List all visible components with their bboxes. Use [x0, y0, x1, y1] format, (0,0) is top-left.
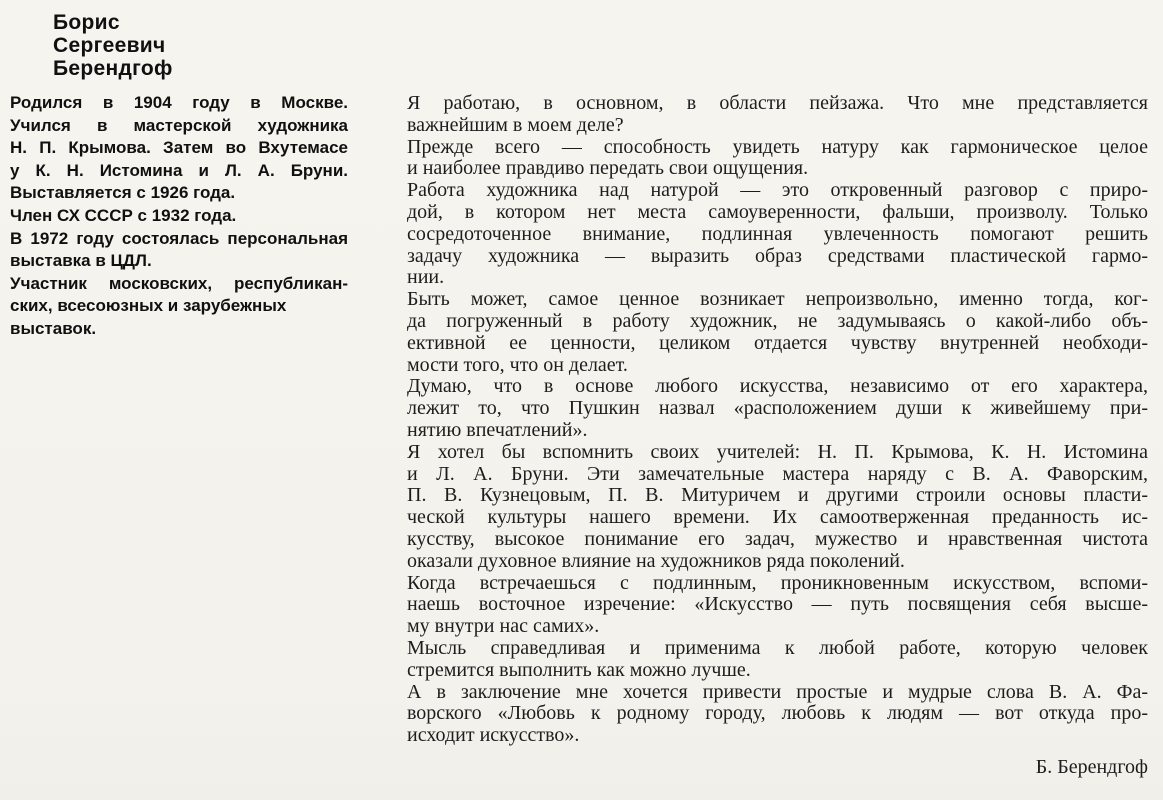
essay-line: Работа художника над натурой — это откровенный разговор с приро- — [407, 179, 1148, 202]
essay-line: Я работаю, в основном, в области пейзажа. Что мне представляется — [407, 92, 1148, 114]
essay-line: оказали духовное влияние на художников ряда поколений. — [407, 549, 905, 572]
essay-line: нятию впечатлений». — [407, 418, 588, 441]
bio-line: Учился в мастерской художника — [10, 115, 348, 135]
essay-line: мости того, что он делает. — [407, 353, 628, 376]
essay-signature: Б. Берендгоф — [1035, 755, 1148, 778]
bio-line: Выставляется с 1926 года. — [10, 183, 236, 203]
artist-name-block — [53, 11, 173, 80]
essay-line: и наиболее правдиво передать свои ощущения. — [407, 157, 809, 180]
bio-line: Н. П. Крымова. Затем во Вхутемасе — [10, 138, 348, 158]
essay-line: да погруженный в работу художник, не задумываясь о какой-либо объ- — [407, 309, 1148, 332]
essay-line: ективной ее ценности, целиком отдается чувству внутренней необходи- — [407, 331, 1148, 354]
essay-line: лежит то, что Пушкин назвал «расположением души к живейшему при- — [407, 397, 1148, 420]
essay-line: Я хотел бы вспомнить своих учителей: Н. П. Крымова, К. Н. Истомина — [407, 440, 1148, 463]
bio-line: В 1972 году состоялась персональная — [10, 228, 348, 248]
essay-line: ворского «Любовь к родному городу, любовь к людям — вот откуда про- — [407, 702, 1148, 725]
bio-line: Участник московских, республикан- — [10, 273, 348, 293]
essay-line: важнейшим в моем деле? — [407, 113, 624, 136]
essay-line: Мысль справедливая и применима к любой работе, которую человек — [407, 636, 1148, 659]
artist-last-name: Берендгоф — [53, 57, 173, 80]
bio-line: выставок. — [10, 318, 97, 338]
artist-patronymic: Сергеевич — [53, 34, 166, 57]
bio-line: ских, всесоюзных и зарубежных — [10, 296, 287, 316]
artist-first-name: Борис — [53, 11, 120, 34]
bio-line: у К. Н. Истомина и Л. А. Бруни. — [10, 160, 348, 180]
essay-line: стремится выполнить как можно лучше. — [407, 658, 751, 681]
bio-line: выставка в ЦДЛ. — [10, 251, 152, 271]
essay-line: А в заключение мне хочется привести простые и мудрые слова В. А. Фа- — [407, 680, 1148, 703]
essay-line: ческой культуры нашего времени. Их самоотверженная преданность ис- — [407, 506, 1148, 529]
essay-line: исходит искусство». — [407, 724, 580, 747]
essay-line: му внутри нас самих». — [407, 615, 600, 638]
essay-line: Прежде всего — способность увидеть натуру как гармоническое целое — [407, 135, 1148, 158]
bio-line: Родился в 1904 году в Москве. — [10, 93, 348, 112]
essay-line: и Л. А. Бруни. Эти замечательные мастера наряду с В. А. Фаворским, — [407, 462, 1148, 485]
essay-line: сосредоточенное внимание, подлинная увлеченность помогают решить — [407, 222, 1148, 245]
bio-line: Член СХ СССР с 1932 года. — [10, 205, 237, 225]
essay-line: Быть может, самое ценное возникает непроизвольно, именно тогда, ког- — [407, 288, 1148, 311]
artist-bio-block — [10, 92, 348, 341]
essay-text-block — [407, 93, 1148, 779]
essay-line: нии. — [407, 266, 445, 289]
essay-line: задачу художника — выразить образ средствами пластической гармо- — [407, 244, 1148, 267]
essay-line: кусству, высокое понимание его задач, мужество и нравственная чистота — [407, 527, 1148, 550]
essay-line: Думаю, что в основе любого искусства, независимо от его характера, — [407, 375, 1148, 398]
essay-line: П. В. Кузнецовым, П. В. Митуричем и другими строили основы пласти- — [407, 484, 1148, 507]
essay-line: дой, в котором нет места самоуверенности, фальши, произволу. Только — [407, 200, 1148, 223]
essay-line: наешь восточное изречение: «Искусство — путь посвящения себя высше- — [407, 593, 1148, 616]
essay-line: Когда встречаешься с подлинным, проникновенным искусством, вспоми- — [407, 571, 1148, 594]
